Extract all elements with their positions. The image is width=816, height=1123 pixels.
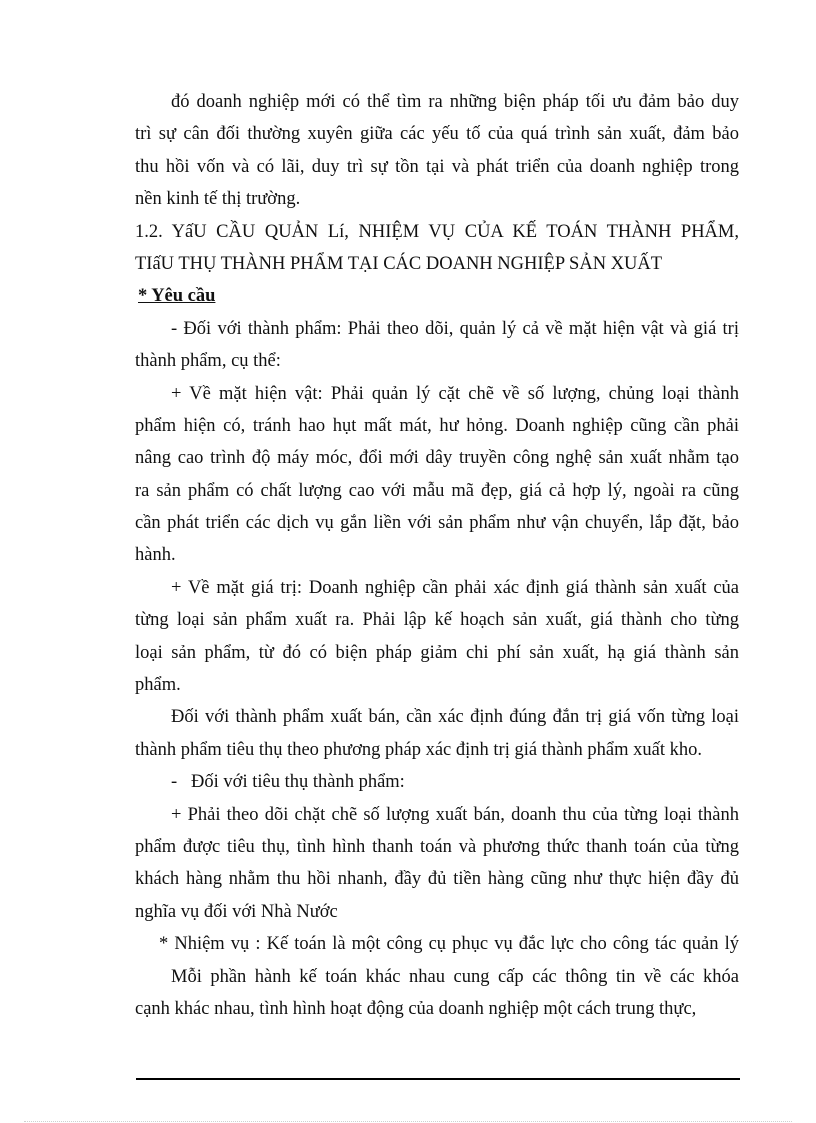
- text-line: phẩm hiện có, tránh hao hụt mất mát, hư hỏng. Doanh nghiệp cũng cần phải: [135, 415, 739, 436]
- text-line: khách hàng nhằm thu hồi nhanh, đầy đủ tiền hàng cũng như thực hiện đầy đủ: [135, 869, 739, 890]
- text-line: trì sự cân đối thường xuyên giữa các yếu tố của quá trình sản xuất, đảm bảo: [135, 124, 739, 145]
- text-line: cạnh khác nhau, tình hình hoạt động của doanh nghiệp một cách trung thực,: [135, 998, 697, 1019]
- text-line: thu hồi vốn và có lãi, duy trì sự tồn tại và phát triển của doanh nghiệp trong: [135, 156, 739, 177]
- text-line: từng loại sản phẩm xuất ra. Phải lập kế hoạch sản xuất, giá thành cho từng: [135, 610, 739, 631]
- footer-rule: [136, 1078, 740, 1080]
- text-line: hành.: [135, 545, 176, 566]
- section-heading: [135, 216, 739, 281]
- paragraph-monitoring: [135, 799, 739, 929]
- text-line: - Đối với thành phẩm: Phải theo dõi, quản lý cả về mặt hiện vật và giá trị: [171, 318, 739, 339]
- text-line: nâng cao trình độ máy móc, đổi mới dây truyền công nghệ sản xuất nhằm tạo: [135, 448, 739, 469]
- text-line: ra sản phẩm có chất lượng cao với mẫu mã đẹp, giá cả hợp lý, ngoài ra cũng: [135, 480, 739, 501]
- page-edge-dots: [24, 1121, 792, 1122]
- heading-line: 1.2. YấU CẦU QUẢN Lí, NHIỆM VỤ CỦA KẾ TOÁN THÀNH PHẨM,: [135, 221, 739, 242]
- paragraph-consumption: [135, 766, 739, 798]
- text-line: + Về mặt hiện vật: Phải quản lý cặt chẽ về số lượng, chủng loại thành: [171, 383, 739, 404]
- yeu-cau-label: * Yêu cầu: [138, 286, 216, 307]
- text-line: + Phải theo dõi chặt chẽ số lượng xuất bán, doanh thu của từng loại thành: [171, 804, 739, 825]
- text-line: phẩm.: [135, 675, 181, 696]
- text-line: + Về mặt giá trị: Doanh nghiệp cần phải xác định giá thành sản xuất của: [171, 577, 739, 598]
- paragraph-intro: [135, 86, 739, 216]
- text-line: nghĩa vụ đối với Nhà Nước: [135, 901, 338, 922]
- text-line: loại sản phẩm, từ đó có biện pháp giảm chi phí sản xuất, hạ giá thành sản: [135, 642, 739, 663]
- text-line: * Nhiệm vụ : Kế toán là một công cụ phục vụ đắc lực cho công tác quản lý: [159, 934, 739, 955]
- text-line: thành phẩm, cụ thể:: [135, 351, 281, 372]
- text-line: đó doanh nghiệp mới có thể tìm ra những biện pháp tối ưu đảm bảo duy: [171, 92, 739, 112]
- text-line: Đối với thành phẩm xuất bán, cần xác định đúng đắn trị giá vốn từng loại: [171, 707, 739, 728]
- text-line: nền kinh tế thị trường.: [135, 189, 301, 210]
- paragraph-duties: [135, 928, 739, 960]
- heading-line: TIấU THỤ THÀNH PHẨM TẠI CÁC DOANH NGHIỆP SẢN XUẤT: [135, 253, 663, 274]
- paragraph-value: [135, 572, 739, 702]
- paragraph-accounting-parts: [135, 961, 739, 1026]
- subheading-yeu-cau: [135, 280, 739, 312]
- text-line: phẩm được tiêu thụ, tình hình thanh toán và phương thức thanh toán của từng: [135, 836, 739, 857]
- paragraph-finished-goods: [135, 313, 739, 378]
- text-line: Mỗi phần hành kế toán khác nhau cung cấp các thông tin về các khóa: [171, 966, 739, 987]
- text-line: thành phẩm tiêu thụ theo phương pháp xác định trị giá thành phẩm xuất kho.: [135, 739, 702, 760]
- document-page: [135, 86, 739, 1025]
- paragraph-physical: [135, 378, 739, 572]
- paragraph-sold-goods: [135, 701, 739, 766]
- text-line: cần phát triển các dịch vụ gắn liền với sản phẩm như vận chuyển, lắp đặt, bảo: [135, 513, 739, 534]
- text-line: - Đối với tiêu thụ thành phẩm:: [171, 772, 405, 793]
